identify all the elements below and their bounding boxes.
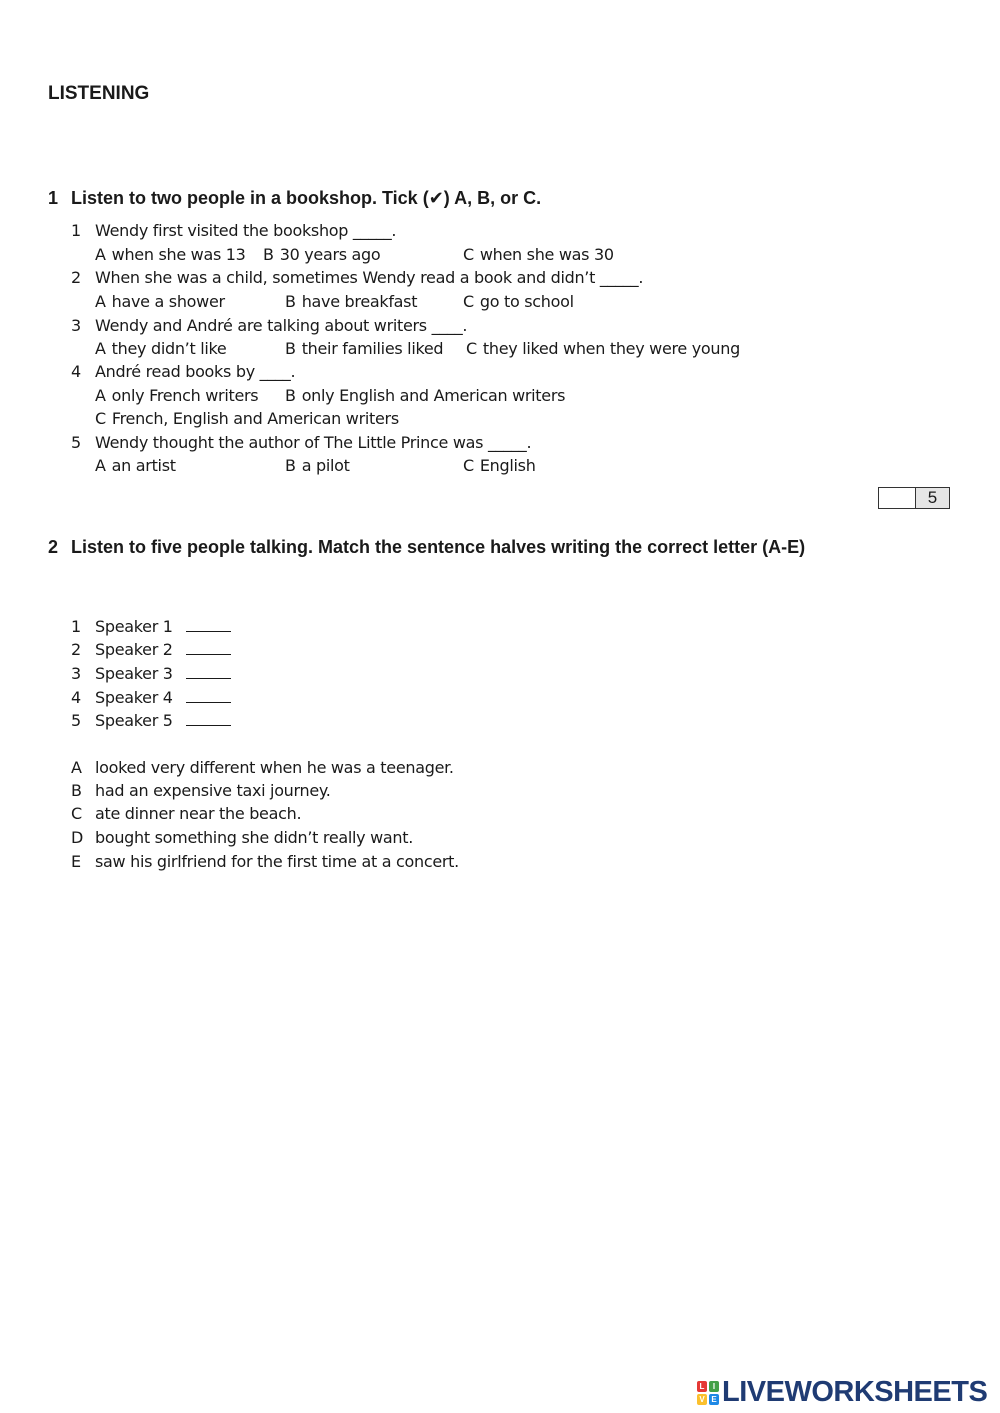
option-letter: B [285, 339, 296, 358]
option-text: French, English and American writers [111, 409, 399, 428]
answer-blank[interactable] [186, 664, 231, 679]
ending-item [0, 828, 1000, 848]
answer-blank[interactable] [186, 688, 231, 703]
option-letter: B [263, 245, 274, 264]
answer-blank[interactable] [186, 617, 231, 632]
question-1 [0, 221, 1000, 241]
option-text: they didn’t like [111, 339, 227, 358]
question-text: When she was a child, sometimes Wendy read a book and didn’t _____. [95, 268, 644, 287]
score-input[interactable] [879, 488, 916, 508]
option-a[interactable] [95, 456, 176, 475]
question-2-options [0, 292, 1000, 312]
option-letter: A [95, 339, 106, 358]
logo-mark-letter: E [709, 1394, 719, 1405]
option-text: only French writers [111, 386, 259, 405]
speaker-label: Speaker 3 [95, 664, 173, 683]
speaker-number: 1 [71, 617, 81, 636]
section-instruction: Listen to two people in a bookshop. Tick (✔) A, B, or C. [71, 188, 542, 208]
speaker-number: 4 [71, 688, 81, 707]
option-letter: C [463, 456, 474, 475]
option-b[interactable] [285, 386, 565, 405]
option-text: have breakfast [301, 292, 418, 311]
section-number: 2 [48, 537, 59, 557]
question-text: Wendy first visited the bookshop _____. [95, 221, 397, 240]
section-number: 1 [48, 188, 59, 208]
option-c[interactable] [95, 409, 399, 428]
option-text: English [479, 456, 536, 475]
option-text: only English and American writers [301, 386, 566, 405]
option-letter: C [463, 292, 474, 311]
question-number: 5 [71, 433, 81, 452]
option-letter: A [95, 245, 106, 264]
speaker-number: 2 [71, 640, 81, 659]
option-c[interactable] [463, 456, 536, 475]
option-a[interactable] [95, 339, 226, 358]
option-letter: C [463, 245, 474, 264]
speaker-row [0, 617, 1000, 637]
option-b[interactable] [263, 245, 380, 264]
speaker-number: 3 [71, 664, 81, 683]
section-1-heading [48, 188, 948, 212]
question-number: 2 [71, 268, 81, 287]
speaker-label: Speaker 1 [95, 617, 173, 636]
option-text: a pilot [301, 456, 350, 475]
question-text: André read books by ____. [95, 362, 296, 381]
option-c[interactable] [463, 245, 614, 264]
option-letter: A [95, 456, 106, 475]
speaker-label: Speaker 2 [95, 640, 173, 659]
speaker-label: Speaker 5 [95, 711, 173, 730]
ending-text: had an expensive taxi journey. [95, 781, 331, 800]
logo-mark-letter: V [697, 1394, 707, 1405]
option-text: they liked when they were young [482, 339, 740, 358]
logo-mark-letter: I [709, 1381, 719, 1392]
speaker-row [0, 664, 1000, 684]
ending-item [0, 804, 1000, 824]
option-text: when she was 13 [111, 245, 246, 264]
answer-blank[interactable] [186, 711, 231, 726]
option-c[interactable] [466, 339, 740, 358]
option-text: go to school [479, 292, 574, 311]
option-text: have a shower [111, 292, 225, 311]
section-2-heading [48, 537, 968, 561]
ending-letter: D [71, 828, 84, 847]
ending-text: bought something she didn’t really want. [95, 828, 414, 847]
option-letter: C [466, 339, 477, 358]
option-a[interactable] [95, 245, 246, 264]
option-letter: B [285, 456, 296, 475]
question-4-options-row2 [0, 409, 1000, 429]
question-1-options [0, 245, 1000, 265]
section-instruction: Listen to five people talking. Match the sentence halves writing the correct letter (A-E) [71, 537, 806, 557]
option-a[interactable] [95, 386, 258, 405]
ending-letter: E [71, 852, 81, 871]
page-title: LISTENING [48, 83, 150, 104]
question-4 [0, 362, 1000, 382]
ending-letter: A [71, 758, 82, 777]
option-text: 30 years ago [279, 245, 381, 264]
question-4-options-row1 [0, 386, 1000, 406]
liveworksheets-logo [697, 1376, 987, 1409]
ending-letter: B [71, 781, 82, 800]
speaker-row [0, 711, 1000, 731]
option-text: an artist [111, 456, 176, 475]
option-b[interactable] [285, 456, 350, 475]
option-letter: A [95, 386, 106, 405]
ending-item [0, 758, 1000, 778]
option-letter: C [95, 409, 106, 428]
option-a[interactable] [95, 292, 225, 311]
logo-mark-icon [697, 1381, 719, 1405]
ending-letter: C [71, 804, 82, 823]
question-2 [0, 268, 1000, 288]
option-b[interactable] [285, 339, 443, 358]
question-text: Wendy and André are talking about writers ____. [95, 316, 468, 335]
score-total: 5 [916, 488, 949, 508]
option-letter: B [285, 292, 296, 311]
question-3-options [0, 339, 1000, 359]
question-number: 1 [71, 221, 81, 240]
answer-blank[interactable] [186, 640, 231, 655]
ending-item [0, 781, 1000, 801]
score-box [878, 487, 950, 509]
ending-text: saw his girlfriend for the first time at a concert. [95, 852, 459, 871]
speaker-label: Speaker 4 [95, 688, 173, 707]
ending-text: ate dinner near the beach. [95, 804, 302, 823]
logo-wordmark: LIVEWORKSHEETS [722, 1376, 988, 1408]
question-number: 3 [71, 316, 81, 335]
logo-mark-letter: L [697, 1381, 707, 1392]
option-text: when she was 30 [479, 245, 614, 264]
question-5 [0, 433, 1000, 453]
ending-item [0, 852, 1000, 872]
option-b[interactable] [285, 292, 417, 311]
question-text: Wendy thought the author of The Little Prince was _____. [95, 433, 532, 452]
option-c[interactable] [463, 292, 574, 311]
question-3 [0, 316, 1000, 336]
option-text: their families liked [301, 339, 444, 358]
option-letter: B [285, 386, 296, 405]
speaker-row [0, 640, 1000, 660]
option-letter: A [95, 292, 106, 311]
speaker-row [0, 688, 1000, 708]
speaker-number: 5 [71, 711, 81, 730]
question-5-options [0, 456, 1000, 476]
ending-text: looked very different when he was a teenager. [95, 758, 454, 777]
question-number: 4 [71, 362, 81, 381]
